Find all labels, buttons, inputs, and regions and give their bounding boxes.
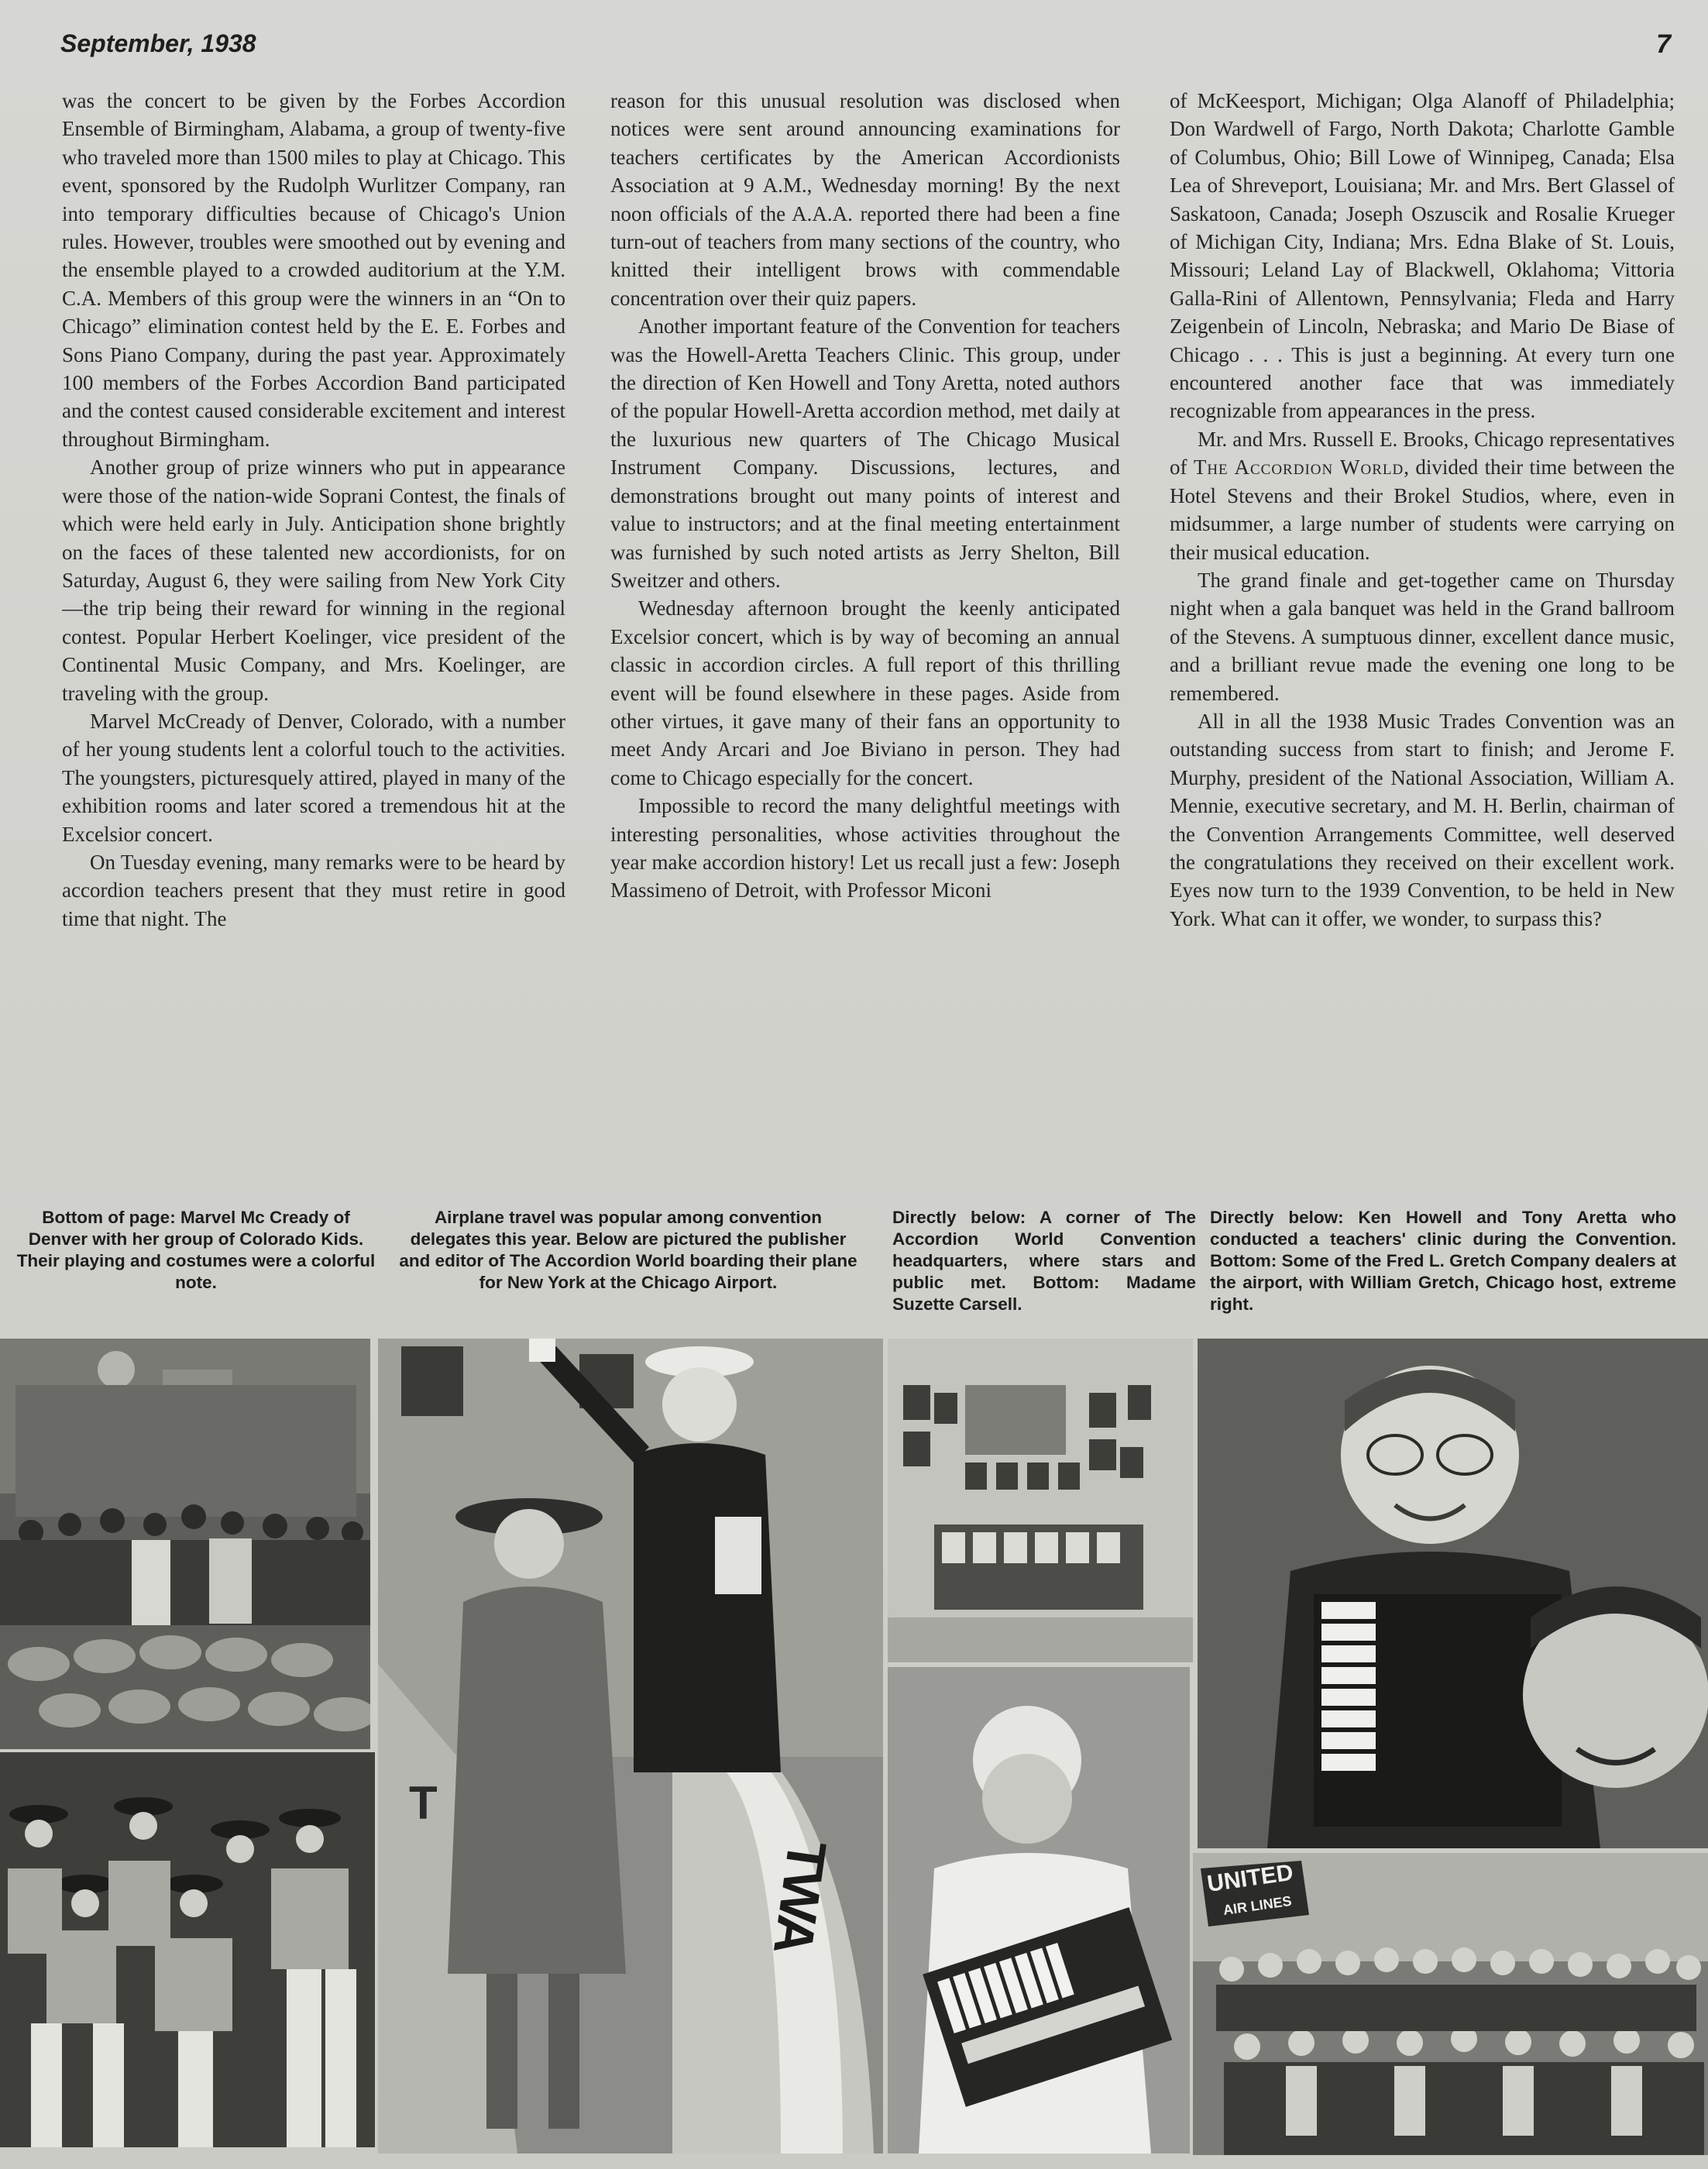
page-number: 7 — [1656, 29, 1671, 59]
article-column-2 — [610, 87, 1120, 1144]
paragraph: The grand finale and get-together came on Thursday night when a gala banquet was held in the Grand ballroom of the Stevens. A sumptuous dinner, excellent dance music, and a brilliant revue made the evening one long to be remembered. — [1170, 568, 1675, 705]
photo-audience-hall — [0, 1339, 370, 1749]
paragraph: Marvel McCready of Denver, Colorado, with a number of her young students lent a colorful touch to the activities. The youngsters, picturesquely attired, played in many of the exhibition rooms and later scored a tremendous hit at the Excelsior concert. — [62, 709, 565, 846]
photo-madame-carsell — [888, 1667, 1190, 2154]
magazine-name: The Accordion World — [1193, 455, 1404, 480]
article-column-3 — [1170, 87, 1675, 1144]
plane-lettering: TWA — [762, 1837, 838, 1956]
paragraph — [1170, 425, 1675, 566]
united-logo-line2: AIR LINES — [1222, 1892, 1293, 1918]
article-column-1 — [62, 87, 565, 1144]
photo-caption: Directly below: A corner of The Accordion World Convention headquarters, where stars and public met. Bottom: Madame Suzette Carsell. — [892, 1208, 1196, 1314]
text-run: Mr. and Mrs. Russell E. Brooks, Chicago representatives of — [1170, 427, 1675, 480]
paragraph: Wednesday afternoon brought the keenly anticipated Excelsior concert, which is by way of becoming an annual classic in accordion circles. A full report of this thrilling event will be found elsewhere in these pages. Aside from other virtues, it gave many of their fans an opportunity to meet Andy Arcari and Joe Biviano in person. They had come to Chicago especially for the concert. — [610, 596, 1120, 789]
photo-twa-boarding — [378, 1339, 883, 2154]
photo-howell-aretta — [1198, 1339, 1708, 1848]
photo-caption: Directly below: Ken Howell and Tony Aretta who conducted a teachers' clinic during the Convention. Bottom: Some of the Fred L. Gretch Company dealers at the airport, with William Gretch, Chicago host, extreme right. — [1210, 1208, 1676, 1314]
paragraph: On Tuesday evening, many remarks were to be heard by accordion teachers present that they must retire in good time that night. The — [62, 850, 565, 930]
paragraph: Impossible to record the many delightful meetings with interesting personalities, whose activities throughout the year make accordion history! Let us recall just a few: Joseph Massimeno of Detroit, with Professor Miconi — [610, 794, 1120, 902]
photo-headquarters-corner — [888, 1339, 1193, 1662]
text-run: , divided their time between the Hotel Stevens and their Brokel Studios, where, even in midsummer, a large number of students were carrying on their musical education. — [1170, 455, 1675, 564]
paragraph: All in all the 1938 Music Trades Convention was an outstanding success from start to finish; and Jerome F. Murphy, president of the National Association, William A. Mennie, executive secretary, and M. H. Berlin, chairman of the Convention Arrangements Committee, well deserved the congratulations they received on their excellent work. Eyes now turn to the 1939 Convention, to be held in New York. What can it offer, we wonder, to surpass this? — [1170, 709, 1675, 930]
issue-date: September, 1938 — [60, 29, 256, 57]
paragraph: was the concert to be given by the Forbes Accordion Ensemble of Birmingham, Alabama, a group of twenty-five who traveled more than 1500 miles to play at Chicago. This event, sponsored by the Rudolph Wurlitzer Company, ran into temporary difficulties because of Chicago's Union rules. However, troubles were smoothed out by evening and the ensemble played to a crowded auditorium at the Y.M. C.A. Members of this group were the winners in an “On to Chicago” elimination contest held by the E. E. Forbes and Sons Piano Company, during the past year. Approximately 100 members of the Forbes Accordion Band participated and the contest caused considerable excitement and interest throughout Birmingham. — [62, 89, 565, 451]
photo-caption: Airplane travel was popular among convention delegates this year. Below are pictured the publisher and editor of The Accordion World boarding their plane for New York at the Chicago Airport. — [399, 1208, 857, 1292]
photo-colorado-kids — [0, 1752, 375, 2147]
plane-lettering-left: T — [409, 1777, 438, 1829]
photo-gretch-dealers — [1193, 1853, 1708, 2155]
united-logo-line1: UNITED — [1205, 1859, 1295, 1897]
photo-caption: Bottom of page: Marvel Mc Cready of Denver with her group of Colorado Kids. Their playing and costumes were a colorful note. — [16, 1208, 376, 1292]
paragraph: Another group of prize winners who put in appearance were those of the nation-wide Soprani Contest, the finals of which were held early in July. Anticipation shone brightly on the faces of these talented new accordionists, for on Saturday, August 6, they were sailing from New York City—the trip being their reward for winning in the regional contest. Popular Herbert Koelinger, vice president of the Continental Music Company, and Mrs. Koelinger, are traveling with the group. — [62, 455, 565, 705]
paragraph: of McKeesport, Michigan; Olga Alanoff of Philadelphia; Don Wardwell of Fargo, North Dakota; Charlotte Gamble of Columbus, Ohio; Bill Lowe of Winnipeg, Canada; Elsa Lea of Shreveport, Louisiana; Mr. and Mrs. Bert Glassel of Saskatoon, Canada; Joseph Oszuscik and Rosalie Krueger of Michigan City, Indiana; Mrs. Edna Blake of St. Louis, Missouri; Leland Lay of Blackwell, Oklahoma; Vittoria Galla-Rini of Allentown, Pennsylvania; Fleda and Harry Zeigenbein of Lincoln, Nebraska; and Mario De Biase of Chicago . . . This is just a beginning. At every turn one encountered another face that was immediately recognizable from appearances in the press. — [1170, 89, 1675, 423]
paragraph: Another important feature of the Convention for teachers was the Howell-Aretta Teachers Clinic. This group, under the direction of Ken Howell and Tony Aretta, noted authors of the popular Howell-Aretta accordion method, met daily at the luxurious new quarters of The Chicago Musical Instrument Company. Discussions, lectures, and demonstrations brought out many points of interest and value to instructors; and at the final meeting entertainment was furnished by such noted artists as Jerry Shelton, Bill Sweitzer and others. — [610, 315, 1120, 592]
paragraph: reason for this unusual resolution was disclosed when notices were sent around announcing examinations for teachers certificates by the American Accordionists Association at 9 A.M., Wednesday morning! By the next noon officials of the A.A.A. reported there had been a fine turn-out of teachers from many sections of the country, who knitted their intelligent brows with commendable concentration over their quiz papers. — [610, 89, 1120, 310]
